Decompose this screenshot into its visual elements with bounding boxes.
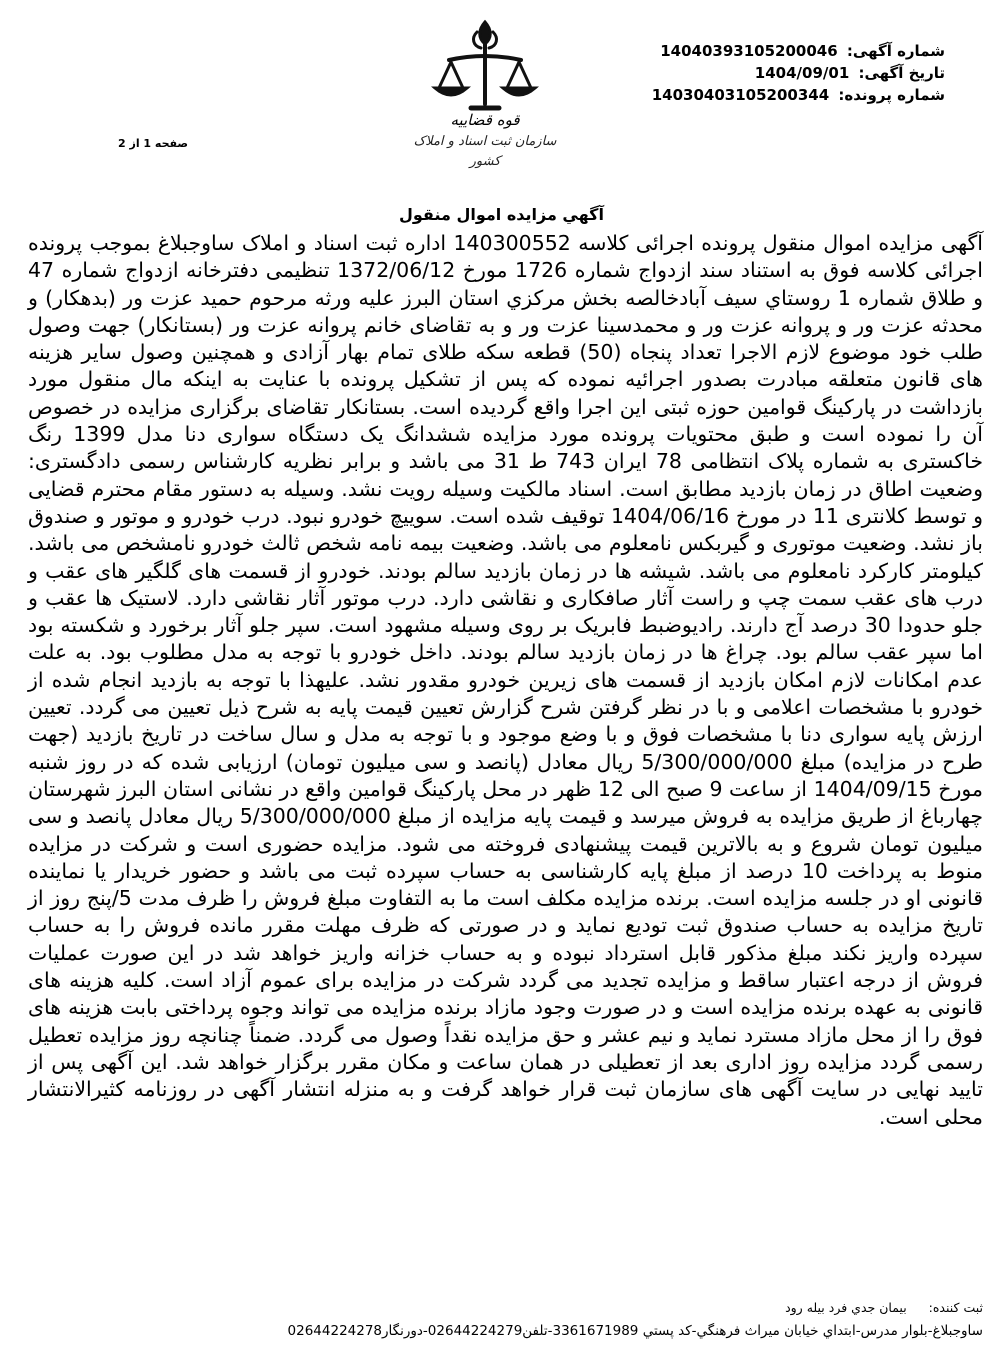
page-title: آگهي مزايده اموال منقول (399, 205, 604, 224)
case-number-label: شماره پرونده: (838, 86, 945, 104)
registrar-label: ثبت کننده: (928, 1300, 983, 1315)
case-number: 14030403105200344 (651, 86, 830, 104)
ad-number-row (585, 40, 945, 62)
ad-date: 1404/09/01 (754, 64, 850, 82)
logo-line-2: سازمان ثبت اسناد و املاک کشور (413, 134, 557, 169)
page-number: صفحه 1 از 2 (118, 137, 189, 150)
logo-line-1: قوه قضاییه (450, 111, 520, 129)
ad-number: 14040393105200046 (660, 42, 838, 60)
registrar-name: بيمان جدي فرد بيله رود (785, 1300, 907, 1315)
announcement-body: آگهی مزایده اموال منقول پرونده اجرائی کلاسه 140300552 اداره ثبت اسناد و املاک ساوجبلاغ بموجب پرونده اجرائی کلاسه فوق به استناد سند ازدواج شماره 1726 مورخ 1372/06/12 تنظیمی دفترخانه ازدواج شماره 47 و طلاق شماره 1 روستاي سيف آبادخالصه بخش مرکزي استان البرز علیه ورثه مرحوم حمید عزت ور (بدهکار) و محدثه عزت ور و پروانه عزت ور و محمدسینا عزت ور و به تقاضای خانم پروانه عزت ور (بستانکار) جهت وصول طلب خود موضوع لازم الاجرا تعداد پنجاه (50) قطعه سکه طلای تمام بهار آزادی و همچنین وصول سایر هزینه های قانون متعلقه مبادرت بصدور اجرائیه نموده که پس از تشکیل پرونده با عنایت به اینکه مال منقول مورد بازداشت در پارکینگ قوامین حوزه ثبتی این اجرا واقع گردیده است. بستانکار تقاضای برگزاری مزایده در خصوص آن را نموده است و طبق محتویات پرونده مورد مزایده ششدانگ یک دستگاه سواری دنا مدل 1399 رنگ خاکستری به شماره پلاک انتظامی 78 ایران 743 ط 31 می باشد و برابر نظریه کارشناس رسمی دادگستری: وضعیت اطاق در زمان بازدید مطابق است. اسناد مالکیت وسیله رویت نشد. وسیله به دستور مقام محترم قضایی و توسط کلانتری 11 در مورخ 1404/06/16 توقیف شده است. سوییچ خودرو نبود. درب خودرو و موتور و صندوق باز نشد. وضعیت موتوری و گیربکس نامعلوم می باشد. وضعیت بیمه نامه شخص ثالث خودرو نامشخص می باشد. کیلومتر کارکرد نامعلوم می باشد. شیشه ها در زمان بازدید سالم بودند. خودرو از قسمت های گلگیر های عقب و درب های عقب سمت چپ و راست آثار صافکاری و نقاشی دارد. درب موتور آثار نقاشی دارد. لاستیک ها عقب و جلو حدودا 30 درصد آج دارند. رادیوضبط فابریک بر روی وسیله مشهود است. سپر جلو آثار برخورد و شکسته بود اما سپر عقب سالم بود. چراغ ها در زمان بازدید سالم بودند. داخل خودرو با توجه به مدل مطلوب بود. به علت عدم امکانات لازم امکان بازدید از قسمت های زیرین خودرو مقدور نشد. علیهذا با توجه به بازدید انجام شده از خودرو با مشخصات اعلامی و با در نظر گرفتن شرح گزارش تعیین قیمت پایه به شرح ذیل تعیین می گردد. تعیین ارزش پایه سواری دنا با مشخصات فوق و با وضع موجود و با توجه به مدل و سال ساخت در تاریخ بازدید (جهت طرح در مزایده) مبلغ 5/300/000/000 ریال معادل (پانصد و سی میلیون تومان) ارزیابی شده که در روز شنبه مورخ 1404/09/15 از ساعت 9 صبح الی 12 ظهر در محل پارکینگ قوامین واقع در نشانی استان البرز شهرستان چهارباغ از طریق مزایده به فروش میرسد و قیمت پایه مزایده از مبلغ 5/300/000/000 ریال معادل پانصد و سی میلیون تومان شروع و به بالاترین قیمت پیشنهادی فروخته می شود. مزایده حضوری است و شرکت در مزایده منوط به پرداخت 10 درصد از مبلغ پایه کارشناسی به حساب سپرده ثبت می باشد و حضور خریدار یا نماینده قانونی او در جلسه مزایده است. برنده مزایده مکلف است ما به التفاوت مبلغ فروش را ظرف مدت 5/پنج روز از تاریخ مزایده به حساب صندوق ثبت تودیع نماید و در صورتی که ظرف مهلت مقرر مانده فروش را به حساب سپرده واریز نکند مبلغ مذکور قابل استرداد نبوده و به حساب خزانه واریز خواهد شد در این صورت عملیات فروش از درجه اعتبار ساقط و مزایده تجدید می گردد شرکت در مزایده برای عموم آزاد است. کلیه هزینه های قانونی به عهده برنده مزایده است و در صورت وجود مازاد برنده مزایده می تواند وجوه پرداختی بابت هزینه های فوق را از محل مازاد مسترد نماید و نیم عشر و حق مزایده نقداً وصول می گردد. ضمناً چنانچه روز مزایده تعطیل رسمی گردد مزایده روز اداری بعد از تعطیلی در همان ساعت و مکان مقرر برگزار خواهد شد. این آگهی پس از تایید نهایی در سایت آگهی های سازمان ثبت قرار خواهد گرفت و به منزله انتشار آگهی در روزنامه کثیرالانتشار محلی است. (28, 231, 984, 1129)
ad-metadata (585, 40, 945, 106)
ad-number-label: شماره آگهی: (846, 42, 945, 60)
ad-date-label: تاریخ آگهی: (858, 64, 945, 82)
logo-caption (410, 108, 560, 172)
office-address: ساوجبلاغ-بلوار مدرس-ابتداي خيابان ميراث فرهنگي-کد پستي 3361671989-تلفن02644224279-دورنگار02644224278 (287, 1323, 983, 1339)
case-number-row (585, 84, 945, 106)
registrar-line (28, 1300, 983, 1315)
ad-date-row (585, 62, 945, 84)
